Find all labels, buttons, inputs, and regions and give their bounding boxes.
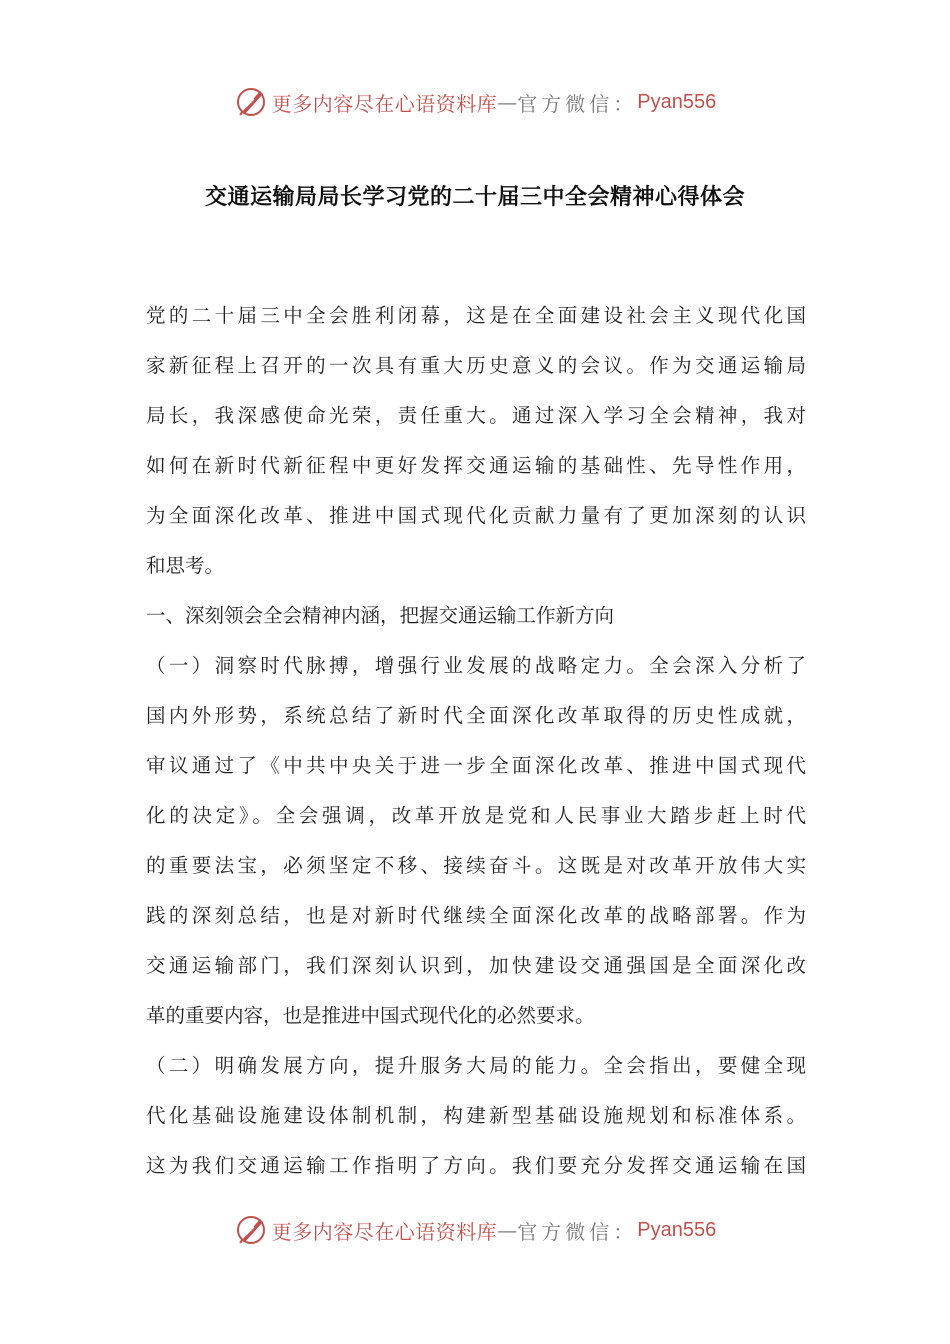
body-line: 和思考。 [146, 554, 225, 577]
body-line: 代化基础设施建设体制机制，构建新型基础设施规划和标准体系。 [146, 1104, 806, 1127]
body-line: 这为我们交通运输工作指明了方向。我们要充分发挥交通运输在国 [146, 1154, 806, 1177]
watermark-site-text: 更多内容尽在心语资料库 [271, 1219, 498, 1244]
watermark-separator: — [497, 1218, 518, 1242]
quill-pen-logo-icon [234, 1213, 268, 1247]
watermark-wechat-id: Pyan556 [637, 90, 717, 113]
footer-watermark [0, 1210, 950, 1250]
section-heading: 一、深刻领会全会精神内涵，把握交通运输工作新方向 [146, 604, 615, 627]
body-line: 的重要法宝，必须坚定不移、接续奋斗。这既是对改革开放伟大实 [146, 854, 806, 877]
body-line: 交通运输部门，我们深刻认识到，加快建设交通强国是全面深化改 [146, 954, 806, 977]
body-line: 国内外形势，系统总结了新时代全面深化改革取得的历史性成就， [146, 704, 806, 727]
watermark-official-label: 官方微信： [517, 91, 638, 116]
watermark-site-text: 更多内容尽在心语资料库 [271, 91, 498, 116]
body-line: 革的重要内容，也是推进中国式现代化的必然要求。 [146, 1004, 595, 1027]
body-line: 家新征程上召开的一次具有重大历史意义的会议。作为交通运输局 [146, 354, 806, 377]
body-line: 为全面深化改革、推进中国式现代化贡献力量有了更加深刻的认识 [146, 504, 806, 527]
document-title: 交通运输局局长学习党的二十届三中全会精神心得体会 [204, 184, 745, 210]
body-line: 党的二十届三中全会胜利闭幕，这是在全面建设社会主义现代化国 [146, 304, 806, 327]
body-line: 局长，我深感使命光荣，责任重大。通过深入学习全会精神，我对 [146, 404, 806, 427]
body-line: （一）洞察时代脉搏，增强行业发展的战略定力。全会深入分析了 [146, 654, 806, 677]
watermark-wechat-id: Pyan556 [637, 1218, 717, 1241]
body-line: 化的决定》。全会强调，改革开放是党和人民事业大踏步赶上时代 [146, 804, 806, 827]
document-body [146, 291, 806, 1191]
body-line: 践的深刻总结，也是对新时代继续全面深化改革的战略部署。作为 [146, 904, 806, 927]
watermark-separator: — [497, 90, 518, 114]
watermark-official-label: 官方微信： [517, 1219, 638, 1244]
header-watermark [0, 82, 950, 122]
body-line: 审议通过了《中共中央关于进一步全面深化改革、推进中国式现代 [146, 754, 806, 777]
body-line: 如何在新时代新征程中更好发挥交通运输的基础性、先导性作用， [146, 454, 806, 477]
body-line: （二）明确发展方向，提升服务大局的能力。全会指出，要健全现 [146, 1054, 806, 1077]
quill-pen-logo-icon [234, 85, 268, 119]
